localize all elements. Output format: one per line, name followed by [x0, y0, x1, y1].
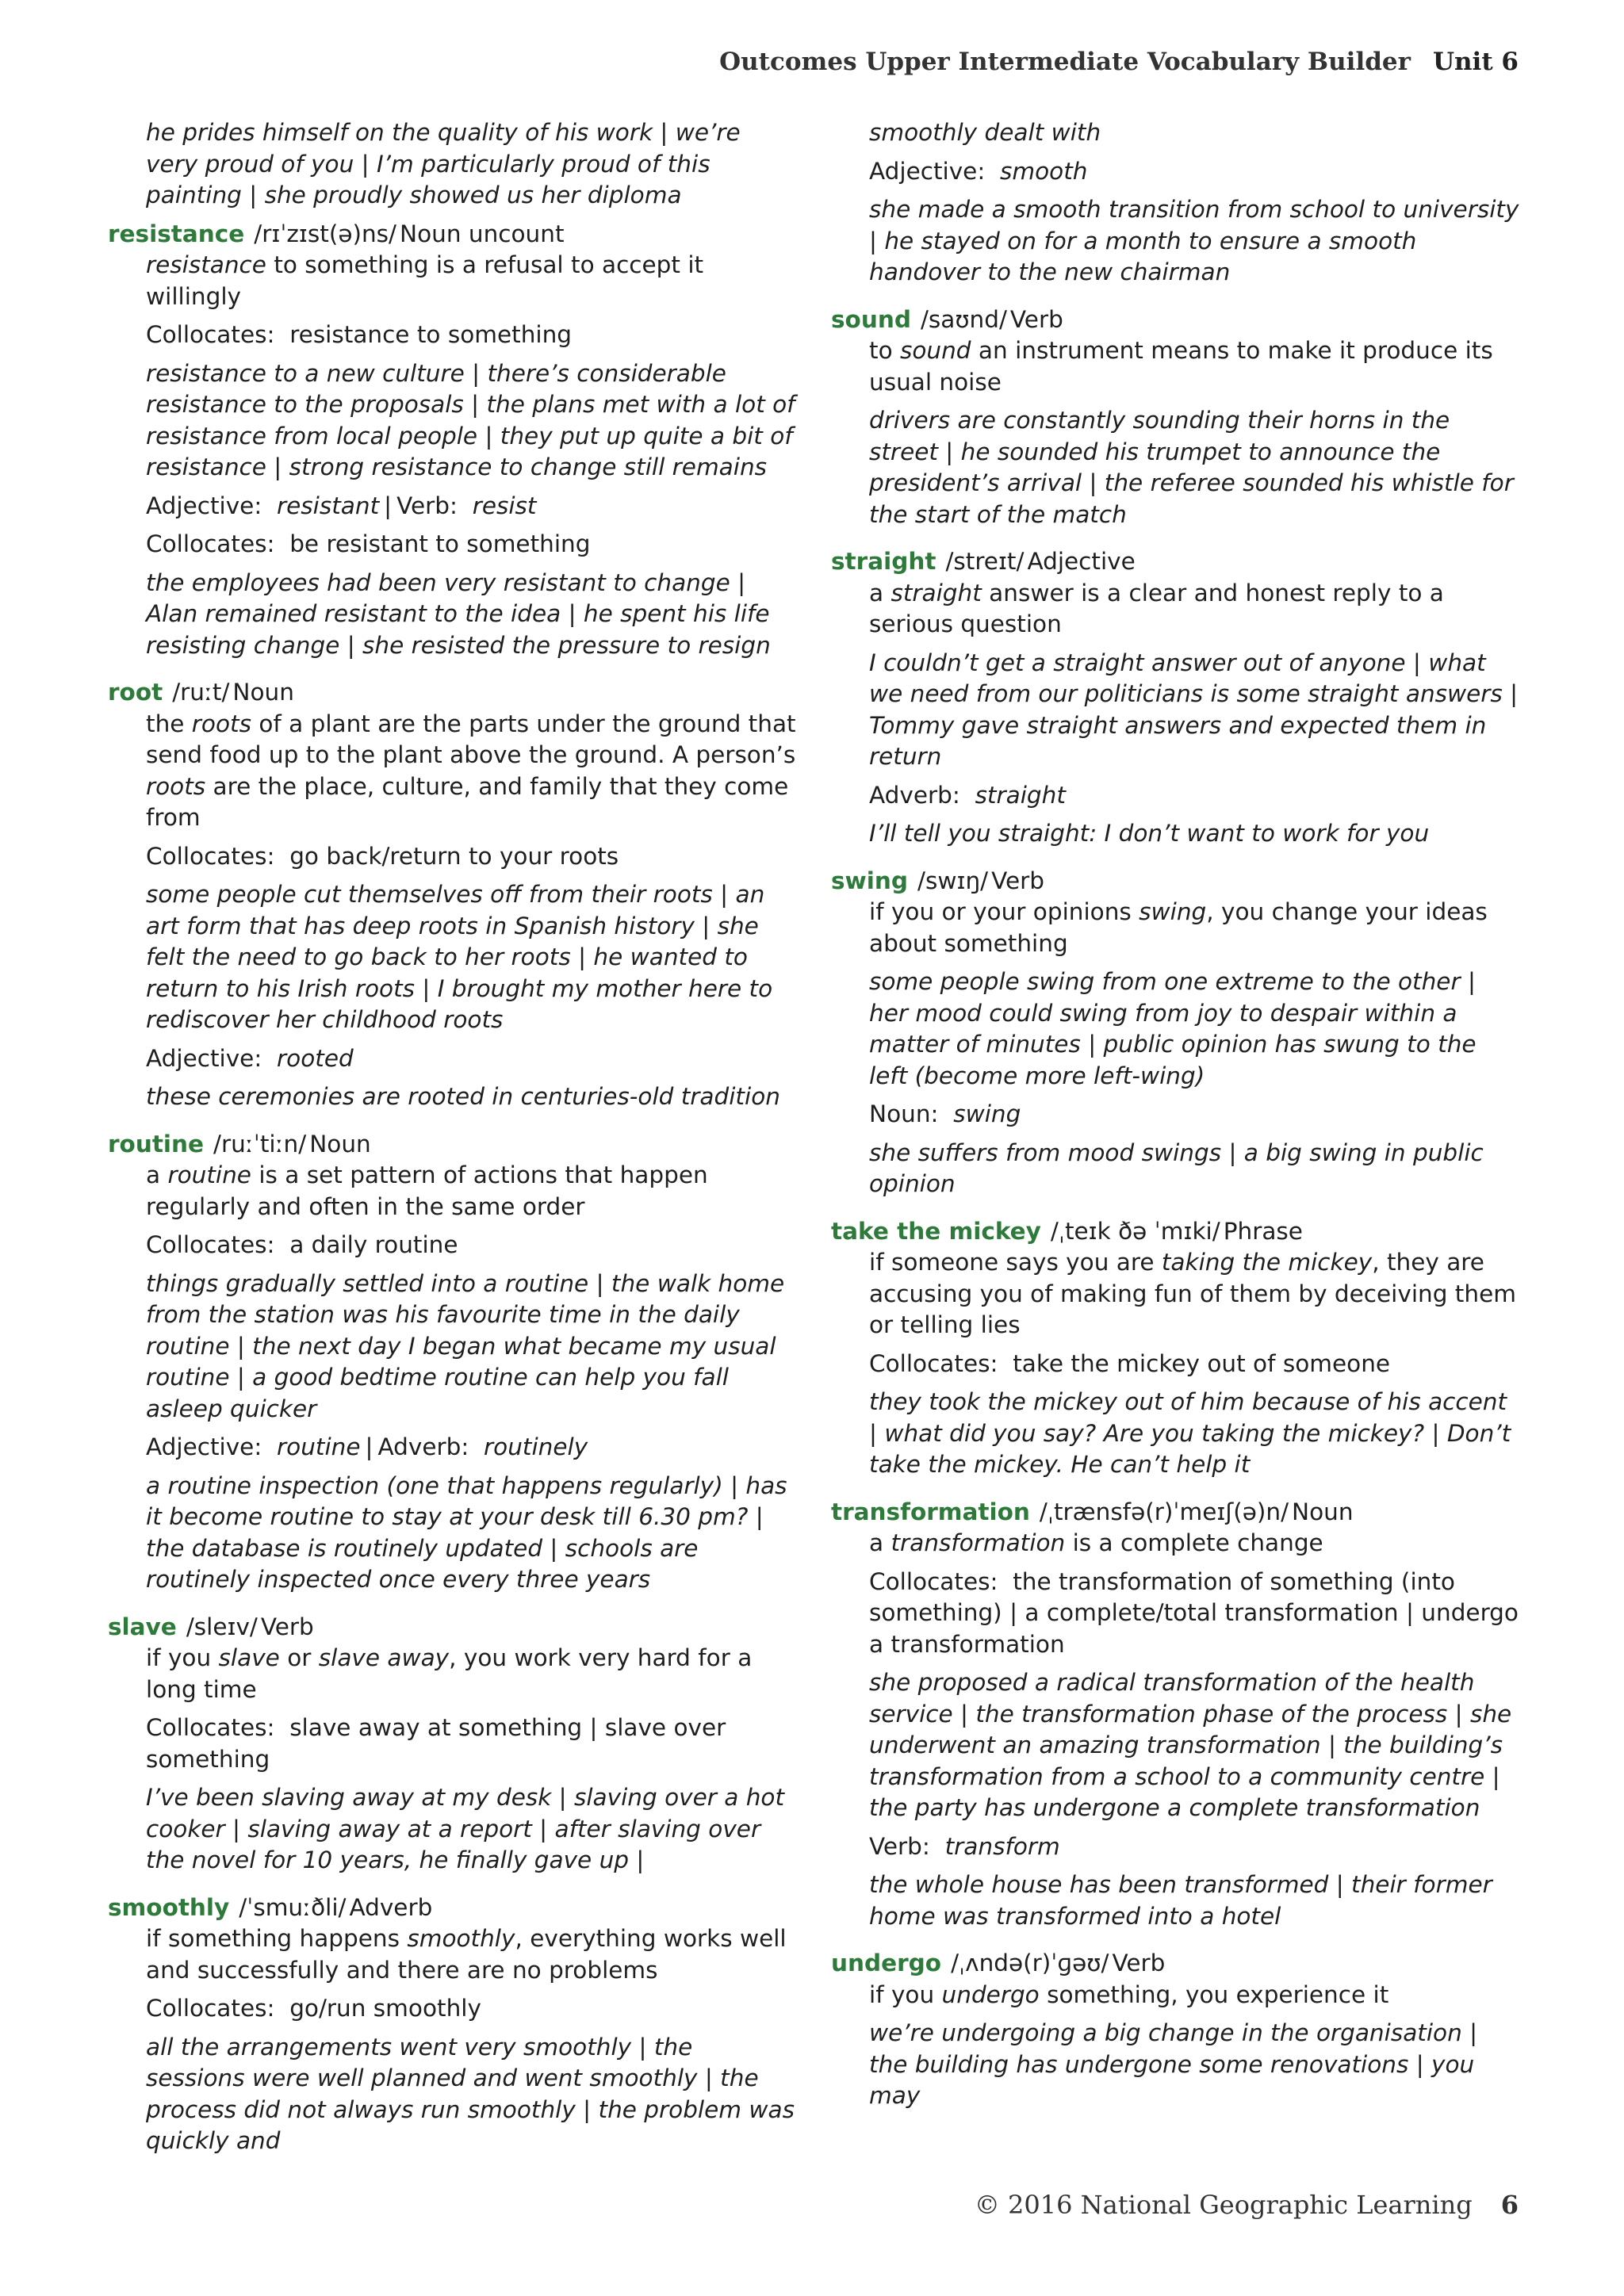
definition-part: are the place, culture, and family that they come from: [146, 772, 789, 831]
form-value: rooted: [277, 1044, 354, 1072]
headword: sound: [831, 305, 911, 333]
page-footer: [975, 2190, 1519, 2220]
headword: undergo: [831, 1950, 942, 1976]
examples: some people swing from one extreme to the other | her mood could swing from joy to despair within a matter of minutes | public opinion has swung to the left (become more left-wing): [869, 968, 1477, 1089]
form-value: smooth: [1000, 157, 1088, 185]
dictionary-entry: [831, 866, 1521, 1200]
separator: |: [365, 1433, 373, 1460]
collocates: [108, 1993, 798, 2025]
examples: we’re undergoing a big change in the organisation | the building has undergone some renovations | you may: [869, 2019, 1478, 2109]
pronunciation: /ˈsmuːðli/: [239, 1893, 347, 1921]
entry-headline: [831, 1948, 1521, 1980]
definition-part: , they are accusing you of making fun of them by deceiving them or telling lies: [869, 1249, 1516, 1338]
definition-part: answer is a clear and honest reply to a serious question: [869, 579, 1444, 637]
collocates-value: resistance to something: [289, 321, 573, 348]
definition-part: , everything works well and successfully and there are no problems: [146, 1925, 787, 1984]
entry-headline: [108, 1892, 798, 1924]
collocates-value: take the mickey out of someone: [1013, 1349, 1391, 1377]
continuation-examples-2: she made a smooth transition from school to university | he stayed on for a month to ensure a smooth handover to the new chairman: [869, 196, 1519, 285]
definition-part: undergo: [941, 1980, 1040, 2008]
right-entries: [831, 304, 1521, 2112]
headword: straight: [831, 548, 936, 575]
examples: things gradually settled into a routine | the walk home from the station was his favourite time in the daily routine | the next day I began what became my usual routine | a good bedtime routine can help you fall asleep quicker: [146, 1269, 785, 1422]
part-of-speech: Adverb: [349, 1893, 433, 1921]
definition-part: smoothly: [407, 1925, 515, 1952]
entry-headline: [831, 1216, 1521, 1248]
definition-part: if you or your opinions: [869, 898, 1139, 925]
entry-headline: [831, 866, 1521, 897]
dictionary-entry: [831, 1497, 1521, 1933]
collocates-label: Collocates:: [146, 1231, 275, 1258]
part-of-speech: Noun: [1292, 1498, 1354, 1525]
definition-part: something, you experience it: [1039, 1980, 1389, 2008]
form-value: transform: [944, 1832, 1060, 1860]
collocates-value: go back/return to your roots: [289, 842, 619, 870]
definition-part: , you work very hard for a long time: [146, 1644, 753, 1703]
word-forms: [831, 1831, 1521, 1863]
pronunciation: /streɪt/: [945, 548, 1025, 575]
examples: drivers are constantly sounding their horns in the street | he sounded his trumpet to announce the president’s arrival | the referee sounded his whistle for the start of the match: [869, 407, 1514, 528]
headword: smoothly: [108, 1893, 230, 1921]
word-forms: [108, 1043, 798, 1075]
word-forms: [831, 1099, 1521, 1131]
entry-headline: [831, 304, 1521, 336]
examples: the employees had been very resistant to change | Alan remained resistant to the idea | he spent his life resisting change | she resisted the pressure to resign: [146, 568, 771, 659]
collocates-label: Collocates:: [869, 1349, 998, 1377]
form-label: Verb:: [869, 1832, 930, 1860]
entry-headline: [108, 1129, 798, 1161]
book-title: Outcomes Upper Intermediate Vocabulary Builder: [719, 48, 1411, 76]
collocates-label: Collocates:: [146, 842, 275, 870]
collocates-value: go/run smoothly: [289, 1995, 481, 2022]
form-label: Adjective:: [146, 1044, 262, 1072]
form-value: straight: [975, 781, 1066, 809]
definition: [108, 709, 798, 834]
definition-part: slave: [218, 1644, 280, 1671]
examples: all the arrangements went very smoothly | the sessions were well planned and went smoothly | the process did not always run smoothly | the problem was quickly and: [146, 2033, 795, 2154]
collocates-value: a daily routine: [289, 1231, 458, 1258]
part-of-speech: Phrase: [1223, 1217, 1303, 1245]
collocates-label: Collocates:: [146, 321, 275, 348]
collocates: [108, 1230, 798, 1261]
definition-part: if someone says you are: [869, 1249, 1162, 1276]
collocates-label: Collocates:: [146, 530, 275, 557]
dictionary-entry: [108, 677, 798, 1113]
continuation-examples: he prides himself on the quality of his work | we’re very proud of you | I’m particularly proud of this painting | she proudly showed us her diploma: [146, 119, 741, 209]
form-label: Verb:: [396, 492, 458, 519]
dictionary-entry: [108, 1612, 798, 1877]
pronunciation: /ruːt/: [172, 679, 230, 706]
headword: slave: [108, 1613, 177, 1640]
entry-headline: [831, 546, 1521, 578]
examples: I couldn’t get a straight answer out of anyone | what we need from our politicians is some straight answers | Tommy gave straight answers and expected them in return: [869, 649, 1519, 770]
examples: some people cut themselves off from their roots | an art form that has deep roots in Spanish history | she felt the need to go back to her roots | he wanted to return to his Irish roots | I brought my mother here to rediscover her childhood roots: [146, 881, 773, 1033]
definition-part: to: [869, 337, 900, 364]
dictionary-entry: [831, 1948, 1521, 2112]
left-column: [108, 117, 798, 2173]
word-forms: [108, 1432, 798, 1464]
definition-part: a: [869, 579, 891, 607]
headword: routine: [108, 1130, 205, 1158]
pronunciation: /ˌtrænsfə(r)ˈmeɪʃ(ə)n/: [1039, 1498, 1289, 1525]
part-of-speech: Noun: [232, 679, 294, 706]
definition: [831, 578, 1521, 641]
headword: swing: [831, 867, 909, 894]
continuation-examples: smoothly dealt with: [869, 119, 1101, 146]
definition: [831, 1980, 1521, 2011]
form-value: swing: [953, 1100, 1021, 1127]
form-label: Adjective:: [869, 157, 986, 185]
form-value: routinely: [484, 1433, 588, 1460]
definition-part: to something is a refusal to accept it willingly: [146, 251, 704, 310]
collocates-value: the transformation of something (into something) | a complete/total transformation | undergo a transformation: [869, 1567, 1519, 1658]
part-of-speech: Verb: [1009, 305, 1063, 333]
form-label: Adjective:: [146, 1433, 262, 1460]
right-column: [831, 117, 1521, 2128]
examples: a routine inspection (one that happens regularly) | has it become routine to stay at your desk till 6.30 pm? | the database is routinely updated | schools are routinely inspected once every three years: [146, 1471, 787, 1593]
definition: [108, 1923, 798, 1986]
form-label: Adverb:: [377, 1433, 469, 1460]
definition-part: taking the mickey: [1161, 1249, 1373, 1276]
part-of-speech: Noun uncount: [400, 220, 565, 247]
definition-part: straight: [891, 579, 982, 607]
dictionary-entry: [831, 304, 1521, 531]
word-forms: [831, 780, 1521, 812]
definition: [108, 1643, 798, 1705]
separator: |: [384, 492, 393, 519]
definition-part: roots: [191, 710, 251, 737]
pronunciation: /ˌʌndə(r)ˈɡəʊ/: [951, 1950, 1109, 1976]
definition-part: , you change your ideas about something: [869, 898, 1488, 957]
pronunciation: /saʊnd/: [920, 305, 1007, 333]
dictionary-entry: [108, 219, 798, 662]
collocates: [108, 841, 798, 873]
continuation-forms: [831, 156, 1521, 188]
pronunciation: /ˌteɪk ðə ˈmɪki/: [1050, 1217, 1220, 1245]
dictionary-entry: [108, 1129, 798, 1596]
collocates: [831, 1567, 1521, 1661]
examples: they took the mickey out of him because of his accent | what did you say? Are you taking the mickey? | Don’t take the mickey. He can’t help it: [869, 1388, 1511, 1478]
definition-part: the: [146, 710, 192, 737]
examples: I’ve been slaving away at my desk | slaving over a hot cooker | slaving away at a report | after slaving over the novel for 10 years, he finally gave up |: [146, 1784, 785, 1873]
headword: transformation: [831, 1498, 1030, 1525]
definition-part: of a plant are the parts under the ground that send food up to the plant above the ground. A person’s: [146, 710, 796, 768]
collocates-value: be resistant to something: [289, 530, 591, 557]
left-entries: [108, 219, 798, 2157]
form-label: Noun:: [869, 1100, 939, 1127]
collocates-value: slave away at something | slave over something: [146, 1714, 726, 1773]
collocates: [108, 1712, 798, 1775]
definition-part: if you: [869, 1980, 942, 2008]
definition: [108, 1160, 798, 1223]
page-number: 6: [1500, 2190, 1519, 2220]
dictionary-entry: [831, 546, 1521, 850]
definition: [108, 250, 798, 312]
examples: these ceremonies are rooted in centuries-old tradition: [146, 1083, 780, 1110]
definition-part: a: [869, 1529, 891, 1556]
form-label: Adverb:: [869, 781, 960, 809]
definition-part: an instrument means to make it produce its usual noise: [869, 337, 1493, 396]
definition-part: if something happens: [146, 1925, 408, 1952]
collocates-label: Collocates:: [146, 1714, 275, 1741]
entry-headline: [108, 677, 798, 709]
examples: resistance to a new culture | there’s considerable resistance to the proposals | the plans met with a lot of resistance from local people | they put up quite a bit of resistance | strong resistance to change still remains: [146, 359, 795, 480]
definition-part: if you: [146, 1644, 219, 1671]
unit-label: Unit 6: [1432, 48, 1519, 76]
definition-part: roots: [146, 772, 206, 800]
pronunciation: /sleɪv/: [186, 1613, 258, 1640]
collocates-label: Collocates:: [869, 1567, 998, 1595]
collocates-label: Collocates:: [146, 1995, 275, 2022]
entry-headline: [108, 1612, 798, 1644]
definition-part: a: [146, 1161, 168, 1188]
definition-part: slave away: [318, 1644, 450, 1671]
pronunciation: /ruːˈtiːn/: [213, 1130, 307, 1158]
definition-part: swing: [1139, 898, 1207, 925]
definition-part: sound: [900, 337, 971, 364]
word-forms: [108, 491, 798, 522]
definition-part: is a set pattern of actions that happen regularly and often in the same order: [146, 1161, 708, 1220]
page-header: [719, 48, 1519, 76]
part-of-speech: Adjective: [1027, 548, 1136, 575]
dictionary-entry: [831, 1216, 1521, 1481]
copyright: © 2016 National Geographic Learning: [974, 2190, 1473, 2220]
definition-part: transformation: [891, 1529, 1066, 1556]
definition-part: resistance: [146, 251, 266, 278]
form-value: resistant: [277, 492, 380, 519]
examples: I’ll tell you straight: I don’t want to work for you: [869, 820, 1430, 847]
form-value: resist: [472, 492, 537, 519]
definition: [831, 1528, 1521, 1559]
headword: root: [108, 679, 163, 706]
entry-headline: [831, 1497, 1521, 1529]
definition-part: routine: [167, 1161, 251, 1188]
examples: she proposed a radical transformation of the health service | the transformation phase of the process | she underwent an amazing transformation | the building’s transformation from a school to a community centre | the party has undergone a complete transformation: [869, 1669, 1512, 1821]
part-of-speech: Verb: [1112, 1950, 1166, 1976]
headword: resistance: [108, 220, 245, 247]
part-of-speech: Verb: [991, 867, 1044, 894]
definition-part: is a complete change: [1065, 1529, 1323, 1556]
pronunciation: /swɪŋ/: [917, 867, 989, 894]
form-value: routine: [277, 1433, 361, 1460]
definition: [831, 335, 1521, 398]
definition-part: or: [279, 1644, 319, 1671]
pronunciation: /rɪˈzɪst(ə)ns/: [254, 220, 396, 247]
examples: the whole house has been transformed | their former home was transformed into a hotel: [869, 1871, 1492, 1930]
collocates: [108, 320, 798, 351]
collocates: [831, 1349, 1521, 1380]
examples: she suffers from mood swings | a big swing in public opinion: [869, 1138, 1484, 1197]
part-of-speech: Verb: [260, 1613, 314, 1640]
headword: take the mickey: [831, 1217, 1041, 1245]
collocates: [108, 529, 798, 561]
part-of-speech: Noun: [309, 1130, 371, 1158]
dictionary-entry: [108, 1892, 798, 2157]
entry-headline: [108, 219, 798, 251]
definition: [831, 1247, 1521, 1341]
form-label: Adjective:: [146, 492, 262, 519]
definition: [831, 897, 1521, 959]
